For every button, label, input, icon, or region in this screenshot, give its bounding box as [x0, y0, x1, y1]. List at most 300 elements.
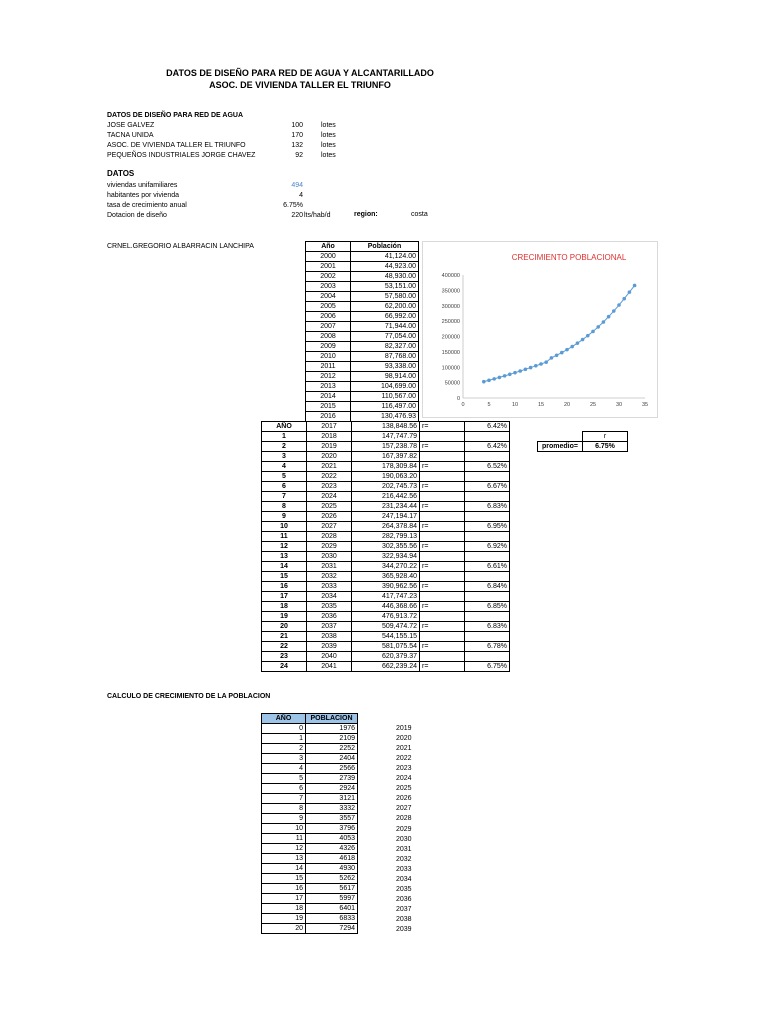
data-point	[607, 315, 611, 319]
proj-year-cell: 2018	[307, 432, 352, 442]
table-row	[262, 522, 510, 532]
proj-pop-cell: 302,355.56	[352, 542, 420, 552]
proj-n-cell: 2	[262, 442, 307, 452]
proj-year-cell: 2020	[307, 452, 352, 462]
calc-heading: CALCULO DE CRECIMIENTO DE LA POBLACION	[107, 693, 271, 700]
calc-year: 2023	[396, 765, 412, 773]
calc-pop-cell: 2252	[306, 744, 358, 754]
x-tick-label: 35	[641, 402, 649, 408]
page-subtitle: ASOC. DE VIVIENDA TALLER EL TRIUNFO	[209, 80, 391, 90]
proj-r-label-cell: r=	[420, 622, 465, 632]
proj-pop-cell: 202,745.73	[352, 482, 420, 492]
calc-header-poblacion: POBLACION	[306, 714, 358, 724]
pop-year-cell: 2002	[306, 272, 351, 282]
calc-n-cell: 15	[262, 874, 306, 884]
pop-year-cell: 2009	[306, 342, 351, 352]
table-row	[306, 382, 419, 392]
proj-r-value-cell: 6.85%	[465, 602, 510, 612]
series-line	[484, 285, 635, 381]
table-row	[262, 834, 358, 844]
design-row-unit: lotes	[321, 122, 336, 129]
table-row	[262, 572, 510, 582]
pop-year-cell: 2004	[306, 292, 351, 302]
proj-r-value-cell: 6.61%	[465, 562, 510, 572]
x-tick-label: 20	[563, 402, 571, 408]
district-label: CRNEL.GREGORIO ALBARRACIN LANCHIPA	[107, 243, 254, 250]
chart-container	[422, 241, 658, 418]
data-point	[565, 348, 569, 352]
proj-year-cell: 2023	[307, 482, 352, 492]
y-tick-label: 300000	[441, 303, 460, 310]
table-row	[306, 282, 419, 292]
table-row	[262, 582, 510, 592]
proj-n-cell: 11	[262, 532, 307, 542]
proj-r-label-cell: r=	[420, 642, 465, 652]
calc-n-cell: 1	[262, 734, 306, 744]
data-point	[492, 377, 496, 381]
proj-r-value-cell	[465, 512, 510, 522]
table-row	[262, 462, 510, 472]
calc-pop-cell: 3557	[306, 814, 358, 824]
pop-value-cell: 87,768.00	[351, 352, 419, 362]
calc-n-cell: 17	[262, 894, 306, 904]
proj-n-cell: 18	[262, 602, 307, 612]
proj-r-value-cell	[465, 572, 510, 582]
proj-pop-cell: 282,799.13	[352, 532, 420, 542]
datos-row-name: viviendas unifamiliares	[107, 182, 178, 189]
y-tick-label: 400000	[441, 273, 460, 279]
table-row	[262, 642, 510, 652]
table-row	[262, 452, 510, 462]
calc-year: 2038	[396, 915, 412, 923]
calc-pop-cell: 2566	[306, 764, 358, 774]
region-value: costa	[411, 211, 428, 218]
proj-n-cell: 21	[262, 632, 307, 642]
proj-pop-cell: 322,934.94	[352, 552, 420, 562]
calc-pop-cell: 4618	[306, 854, 358, 864]
proj-r-value-cell: 6.75%	[465, 662, 510, 672]
calc-n-cell: 9	[262, 814, 306, 824]
pop-year-cell: 2000	[306, 252, 351, 262]
table-row	[262, 794, 358, 804]
datos-row-value: 220	[291, 212, 303, 219]
table-row	[262, 602, 510, 612]
proj-r-label-cell: r=	[420, 462, 465, 472]
table-row	[262, 884, 358, 894]
pop-header-population: Población	[351, 242, 419, 252]
datos-row-name: Dotacion de diseño	[107, 212, 167, 219]
proj-year-cell: 2027	[307, 522, 352, 532]
calc-year: 2036	[396, 895, 412, 903]
data-point	[591, 330, 595, 334]
proj-n-cell: 5	[262, 472, 307, 482]
y-tick-label: 350000	[441, 288, 460, 295]
proj-n-cell: 23	[262, 652, 307, 662]
projection-table	[261, 421, 510, 672]
proj-r-value-cell	[465, 552, 510, 562]
proj-year-cell: 2026	[307, 512, 352, 522]
calc-pop-cell: 6833	[306, 914, 358, 924]
calc-pop-cell: 2109	[306, 734, 358, 744]
proj-n-cell: 16	[262, 582, 307, 592]
proj-pop-cell: 264,378.84	[352, 522, 420, 532]
calc-n-cell: 19	[262, 914, 306, 924]
proj-r-value-cell: 6.52%	[465, 462, 510, 472]
proj-r-value-cell: 6.92%	[465, 542, 510, 552]
proj-r-label-cell	[420, 652, 465, 662]
data-point	[576, 341, 580, 345]
proj-n-cell: 1	[262, 432, 307, 442]
data-point	[544, 360, 548, 364]
proj-pop-cell: 147,747.79	[352, 432, 420, 442]
table-row	[262, 482, 510, 492]
proj-year-cell: 2041	[307, 662, 352, 672]
table-row	[262, 442, 510, 452]
table-row	[262, 632, 510, 642]
pop-value-cell: 48,930.00	[351, 272, 419, 282]
table-row	[262, 744, 358, 754]
pop-year-cell: 2011	[306, 362, 351, 372]
calc-pop-cell: 3332	[306, 804, 358, 814]
pop-value-cell: 116,497.00	[351, 402, 419, 412]
proj-r-value-cell: 6.67%	[465, 482, 510, 492]
table-row	[262, 914, 358, 924]
datos-heading: DATOS	[107, 169, 135, 178]
proj-n-cell: 12	[262, 542, 307, 552]
proj-year-cell: 2024	[307, 492, 352, 502]
proj-n-cell: 8	[262, 502, 307, 512]
proj-r-label-cell	[420, 612, 465, 622]
proj-r-value-cell	[465, 532, 510, 542]
data-point	[560, 351, 564, 355]
calc-n-cell: 14	[262, 864, 306, 874]
proj-r-value-cell: 6.84%	[465, 582, 510, 592]
proj-pop-cell: 620,379.37	[352, 652, 420, 662]
calc-year: 2033	[396, 865, 412, 873]
table-row	[262, 532, 510, 542]
proj-year-cell: 2038	[307, 632, 352, 642]
calc-n-cell: 4	[262, 764, 306, 774]
calc-pop-cell: 5997	[306, 894, 358, 904]
data-point	[503, 374, 507, 378]
data-point	[518, 369, 522, 373]
proj-r-label-cell	[420, 532, 465, 542]
datos-row-name: tasa de crecimiento anual	[107, 202, 187, 209]
proj-year-cell: 2034	[307, 592, 352, 602]
proj-r-label-cell: r=	[420, 482, 465, 492]
proj-r-label-cell: r=	[420, 422, 465, 432]
table-row	[262, 854, 358, 864]
table-row	[262, 652, 510, 662]
pop-year-cell: 2014	[306, 392, 351, 402]
data-point	[482, 380, 486, 384]
proj-year-cell: 2032	[307, 572, 352, 582]
proj-pop-cell: 544,155.15	[352, 632, 420, 642]
data-point	[622, 297, 626, 301]
proj-r-label-cell	[420, 552, 465, 562]
calc-pop-cell: 2404	[306, 754, 358, 764]
table-row	[262, 754, 358, 764]
proj-pop-cell: 509,474.72	[352, 622, 420, 632]
calc-pop-cell: 1976	[306, 724, 358, 734]
data-point	[539, 362, 543, 366]
table-row	[306, 262, 419, 272]
proj-r-label-cell: r=	[420, 542, 465, 552]
proj-r-label-cell: r=	[420, 582, 465, 592]
proj-r-label-cell	[420, 632, 465, 642]
promedio-table	[537, 431, 628, 452]
data-point	[534, 364, 538, 368]
proj-year-cell: 2035	[307, 602, 352, 612]
design-row-name: PEQUEÑOS INDUSTRIALES JORGE CHAVEZ	[107, 152, 256, 159]
table-row	[306, 372, 419, 382]
proj-r-value-cell	[465, 592, 510, 602]
calc-pop-cell: 4326	[306, 844, 358, 854]
calc-pop-cell: 2924	[306, 784, 358, 794]
table-row	[262, 844, 358, 854]
datos-row-value: 494	[291, 182, 303, 189]
calc-n-cell: 10	[262, 824, 306, 834]
proj-r-label-cell: r=	[420, 662, 465, 672]
datos-row-value: 6.75%	[283, 202, 303, 209]
proj-pop-cell: 446,368.66	[352, 602, 420, 612]
table-row	[306, 402, 419, 412]
table-row	[262, 612, 510, 622]
calc-pop-cell: 4053	[306, 834, 358, 844]
proj-year-cell: 2019	[307, 442, 352, 452]
proj-year-cell: 2040	[307, 652, 352, 662]
table-row	[262, 804, 358, 814]
pop-year-cell: 2001	[306, 262, 351, 272]
design-row-name: ASOC. DE VIVIENDA TALLER EL TRIUNFO	[107, 142, 246, 149]
proj-n-cell: 13	[262, 552, 307, 562]
calc-n-cell: 12	[262, 844, 306, 854]
table-row	[262, 764, 358, 774]
pop-year-cell: 2003	[306, 282, 351, 292]
x-tick-label: 5	[487, 402, 491, 408]
proj-n-cell: 19	[262, 612, 307, 622]
design-row-unit: lotes	[321, 132, 336, 139]
table-row	[306, 342, 419, 352]
promedio-value: 6.75%	[583, 442, 628, 452]
proj-pop-cell: 247,194.17	[352, 512, 420, 522]
y-tick-label: 250000	[441, 319, 460, 326]
table-row	[306, 322, 419, 332]
calc-year: 2026	[396, 795, 412, 803]
pop-value-cell: 53,151.00	[351, 282, 419, 292]
design-row-value: 170	[291, 132, 303, 139]
proj-r-value-cell	[465, 612, 510, 622]
proj-r-label-cell	[420, 432, 465, 442]
calc-year: 2030	[396, 835, 412, 843]
proj-pop-cell: 216,442.56	[352, 492, 420, 502]
proj-r-value-cell	[465, 652, 510, 662]
table-row	[306, 352, 419, 362]
calc-year: 2024	[396, 775, 412, 783]
y-tick-label: 200000	[441, 334, 460, 341]
datos-row-name: habitantes por vivienda	[107, 192, 179, 199]
calc-pop-cell: 7294	[306, 924, 358, 934]
proj-n-cell: 9	[262, 512, 307, 522]
proj-year-cell: 2036	[307, 612, 352, 622]
y-tick-label: 100000	[441, 365, 460, 372]
design-row-unit: lotes	[321, 142, 336, 149]
proj-n-cell: 15	[262, 572, 307, 582]
design-heading: DATOS DE DISEÑO PARA RED DE AGUA	[107, 112, 243, 119]
pop-value-cell: 62,200.00	[351, 302, 419, 312]
table-row	[262, 432, 510, 442]
proj-n-cell: 14	[262, 562, 307, 572]
proj-year-cell: 2029	[307, 542, 352, 552]
data-point	[628, 290, 632, 294]
proj-pop-cell: 365,928.40	[352, 572, 420, 582]
pop-year-cell: 2016	[306, 412, 351, 422]
calc-n-cell: 6	[262, 784, 306, 794]
proj-year-cell: 2017	[307, 422, 352, 432]
design-row-value: 132	[291, 142, 303, 149]
chart-title: CRECIMIENTO POBLACIONAL	[511, 253, 627, 262]
calc-n-cell: 18	[262, 904, 306, 914]
table-row	[262, 512, 510, 522]
design-row-unit: lotes	[321, 152, 336, 159]
table-row	[262, 894, 358, 904]
calc-table	[261, 713, 358, 934]
proj-pop-cell: 476,913.72	[352, 612, 420, 622]
proj-pop-cell: 581,075.54	[352, 642, 420, 652]
region-label: region:	[354, 211, 378, 218]
table-row	[306, 312, 419, 322]
table-row	[306, 412, 419, 422]
calc-pop-cell: 2739	[306, 774, 358, 784]
calc-n-cell: 0	[262, 724, 306, 734]
x-tick-label: 0	[461, 402, 465, 408]
proj-r-value-cell: 6.42%	[465, 442, 510, 452]
y-tick-label: 150000	[441, 349, 460, 356]
data-point	[513, 371, 517, 375]
proj-r-label-cell: r=	[420, 442, 465, 452]
table-row	[306, 362, 419, 372]
proj-pop-cell: 167,397.82	[352, 452, 420, 462]
data-point	[586, 334, 590, 338]
data-point	[602, 320, 606, 324]
calc-n-cell: 20	[262, 924, 306, 934]
table-row	[262, 864, 358, 874]
table-row	[306, 272, 419, 282]
table-row	[262, 774, 358, 784]
calc-year: 2025	[396, 785, 412, 793]
calc-n-cell: 5	[262, 774, 306, 784]
calc-year: 2019	[396, 725, 412, 732]
proj-year-cell: 2031	[307, 562, 352, 572]
pop-value-cell: 41,124.00	[351, 252, 419, 262]
proj-r-label-cell	[420, 452, 465, 462]
data-point	[581, 338, 585, 342]
table-row	[262, 824, 358, 834]
calc-year: 2028	[396, 815, 412, 823]
proj-r-value-cell: 6.42%	[465, 422, 510, 432]
data-point	[617, 303, 621, 307]
table-row	[262, 472, 510, 482]
calc-year: 2022	[396, 755, 412, 763]
table-row	[262, 874, 358, 884]
proj-n-cell: 6	[262, 482, 307, 492]
proj-n-cell: 4	[262, 462, 307, 472]
proj-pop-cell: 662,239.24	[352, 662, 420, 672]
proj-r-value-cell: 6.83%	[465, 502, 510, 512]
proj-r-value-cell	[465, 632, 510, 642]
calc-year: 2027	[396, 805, 412, 813]
table-row	[306, 392, 419, 402]
proj-r-value-cell: 6.95%	[465, 522, 510, 532]
proj-r-label-cell: r=	[420, 502, 465, 512]
table-row	[306, 292, 419, 302]
proj-pop-cell: 417,747.23	[352, 592, 420, 602]
data-point	[524, 367, 528, 371]
proj-n-cell: 24	[262, 662, 307, 672]
proj-pop-cell: 190,063.20	[352, 472, 420, 482]
proj-n-cell: AÑO	[262, 422, 307, 432]
calc-pop-cell: 3121	[306, 794, 358, 804]
proj-r-label-cell: r=	[420, 562, 465, 572]
pop-header-year: Año	[306, 242, 351, 252]
table-row	[262, 662, 510, 672]
proj-year-cell: 2033	[307, 582, 352, 592]
table-row	[262, 814, 358, 824]
proj-year-cell: 2030	[307, 552, 352, 562]
x-tick-label: 30	[615, 402, 623, 408]
pop-year-cell: 2008	[306, 332, 351, 342]
pop-value-cell: 44,923.00	[351, 262, 419, 272]
calc-n-cell: 3	[262, 754, 306, 764]
design-row-name: TACNA UNIDA	[107, 132, 154, 139]
data-point	[498, 376, 502, 380]
pop-value-cell: 93,338.00	[351, 362, 419, 372]
calc-pop-cell: 3796	[306, 824, 358, 834]
proj-n-cell: 17	[262, 592, 307, 602]
calc-n-cell: 13	[262, 854, 306, 864]
proj-n-cell: 20	[262, 622, 307, 632]
pop-value-cell: 130,476.93	[351, 412, 419, 422]
calc-year: 2034	[396, 875, 412, 883]
calc-pop-cell: 4930	[306, 864, 358, 874]
calc-year: 2021	[396, 745, 412, 753]
pop-value-cell: 110,567.00	[351, 392, 419, 402]
calc-n-cell: 2	[262, 744, 306, 754]
pop-year-cell: 2010	[306, 352, 351, 362]
data-point	[487, 378, 491, 382]
proj-n-cell: 22	[262, 642, 307, 652]
calc-n-cell: 8	[262, 804, 306, 814]
data-point	[508, 373, 512, 377]
proj-pop-cell: 157,238.78	[352, 442, 420, 452]
table-row	[262, 502, 510, 512]
proj-pop-cell: 178,309.84	[352, 462, 420, 472]
table-row	[306, 252, 419, 262]
calc-pop-cell: 6401	[306, 904, 358, 914]
proj-r-label-cell	[420, 492, 465, 502]
pop-value-cell: 66,992.00	[351, 312, 419, 322]
calc-year: 2032	[396, 855, 412, 863]
proj-n-cell: 10	[262, 522, 307, 532]
proj-r-label-cell: r=	[420, 602, 465, 612]
design-row-value: 100	[291, 122, 303, 129]
proj-r-value-cell	[465, 432, 510, 442]
proj-year-cell: 2028	[307, 532, 352, 542]
pop-value-cell: 104,699.00	[351, 382, 419, 392]
table-row	[262, 622, 510, 632]
proj-n-cell: 7	[262, 492, 307, 502]
datos-row-unit: lts/hab/d	[304, 212, 331, 219]
